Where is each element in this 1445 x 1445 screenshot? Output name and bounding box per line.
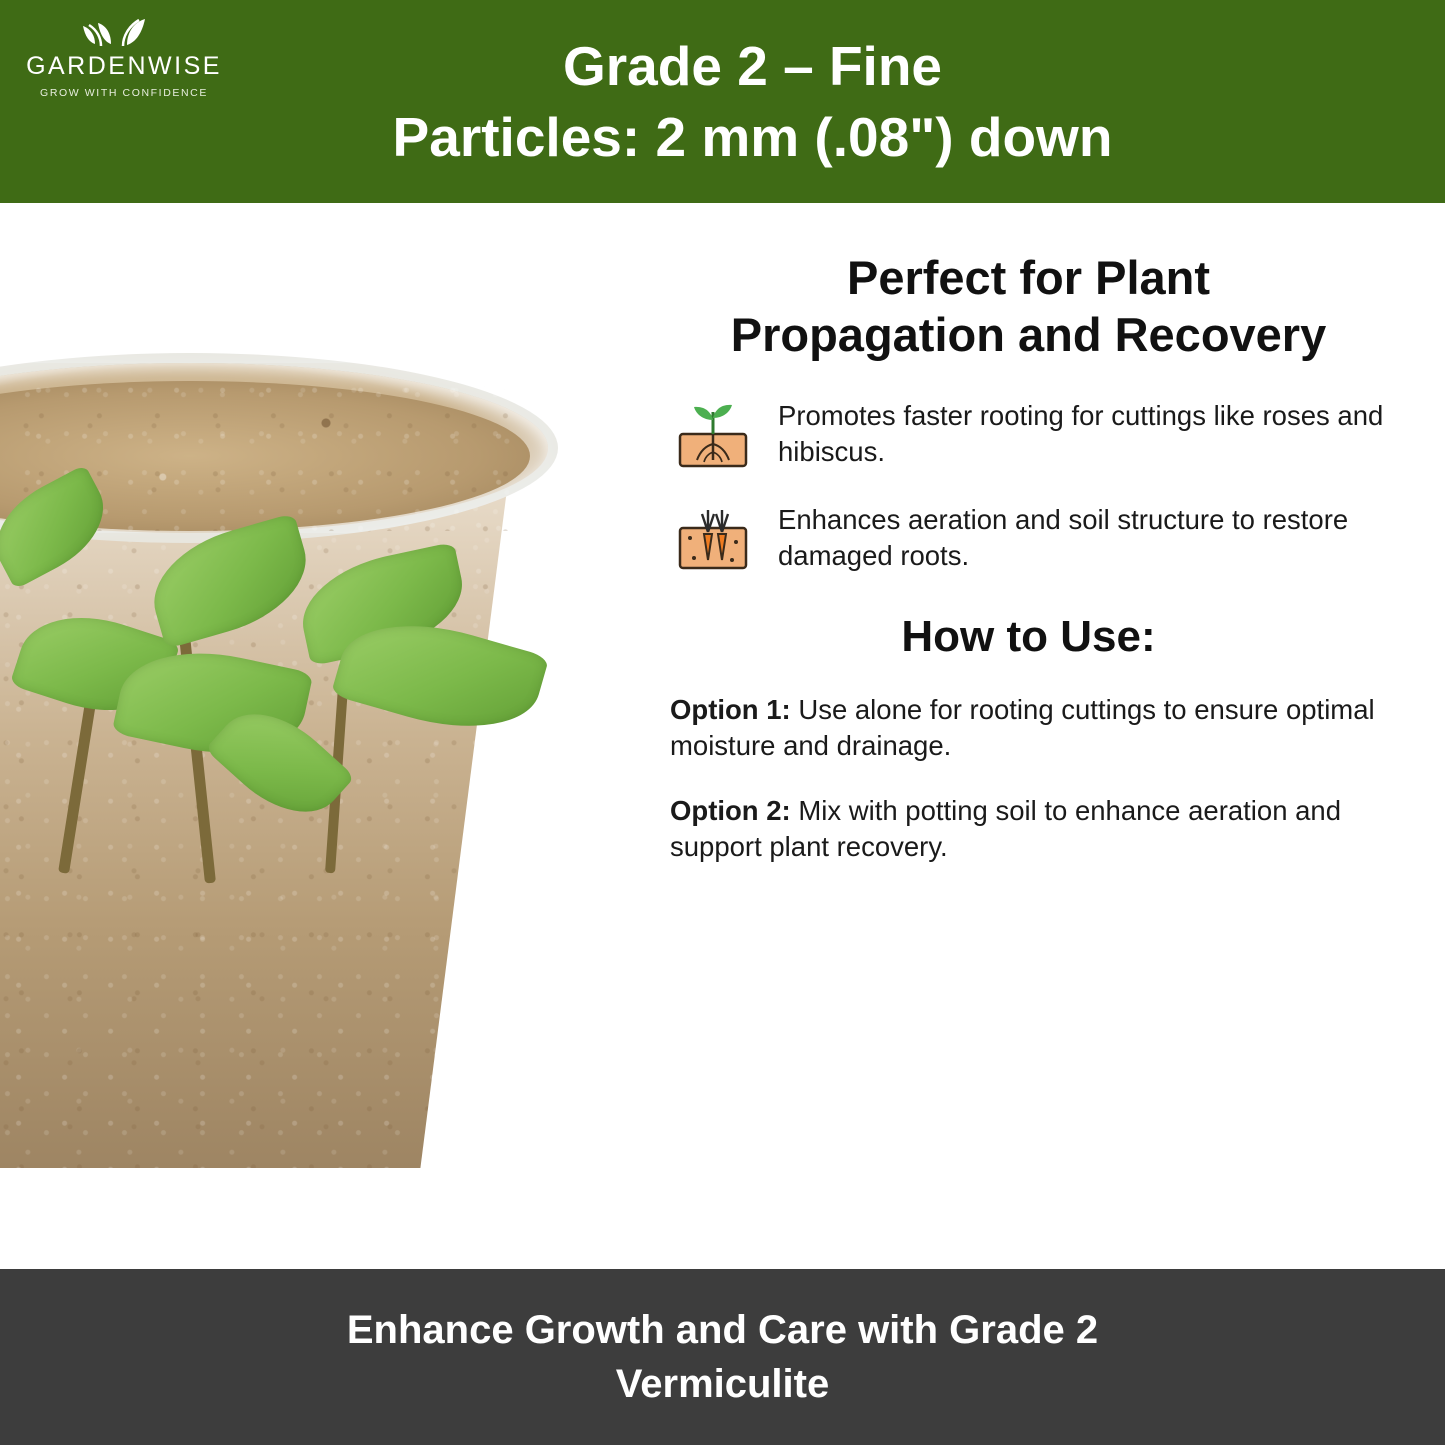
footer-banner: [0, 1269, 1445, 1445]
option-item-1: [664, 692, 1393, 765]
section-title: [664, 249, 1393, 364]
option-label: Option 2:: [670, 794, 791, 826]
benefit-item: [674, 394, 1393, 472]
header-title: [393, 31, 1113, 172]
option-text: Mix with potting soil to enhance aeration and support plant recovery.: [670, 794, 1342, 863]
brand-logo: [14, 14, 234, 99]
header-title-line2: Particles: 2 mm (.08") down: [392, 105, 1113, 168]
footer-text: [347, 1303, 1098, 1411]
section-title-line1: Perfect for Plant: [846, 251, 1211, 304]
footer-text-line2: Vermiculite: [615, 1362, 830, 1406]
benefit-text: Promotes faster rooting for cuttings like roses and hibiscus.: [778, 399, 1384, 467]
option-text: Use alone for rooting cuttings to ensure optimal moisture and drainage.: [670, 693, 1375, 762]
seedling-roots-icon: [674, 394, 752, 472]
section-title-line2: Propagation and Recovery: [730, 308, 1327, 362]
brand-name: GARDENWISE: [26, 52, 222, 80]
header-banner: [0, 0, 1445, 203]
option-item-2: [664, 793, 1393, 866]
carrots-soil-icon: [674, 498, 752, 576]
footer-text-line1: Enhance Growth and Care with Grade 2: [346, 1308, 1099, 1352]
body-section: [0, 203, 1445, 1269]
sprout-icon: [14, 14, 234, 48]
option-label: Option 1:: [670, 693, 791, 725]
benefit-item: [674, 498, 1393, 576]
benefit-list: [674, 394, 1393, 576]
benefit-text: Enhances aeration and soil structure to restore damaged roots.: [778, 503, 1349, 571]
howto-title: How to Use:: [901, 611, 1156, 661]
brand-tagline: GROW WITH CONFIDENCE: [40, 87, 208, 99]
content-column: [640, 203, 1445, 1269]
header-title-line1: Grade 2 – Fine: [562, 35, 943, 98]
product-photo: [0, 203, 640, 1269]
